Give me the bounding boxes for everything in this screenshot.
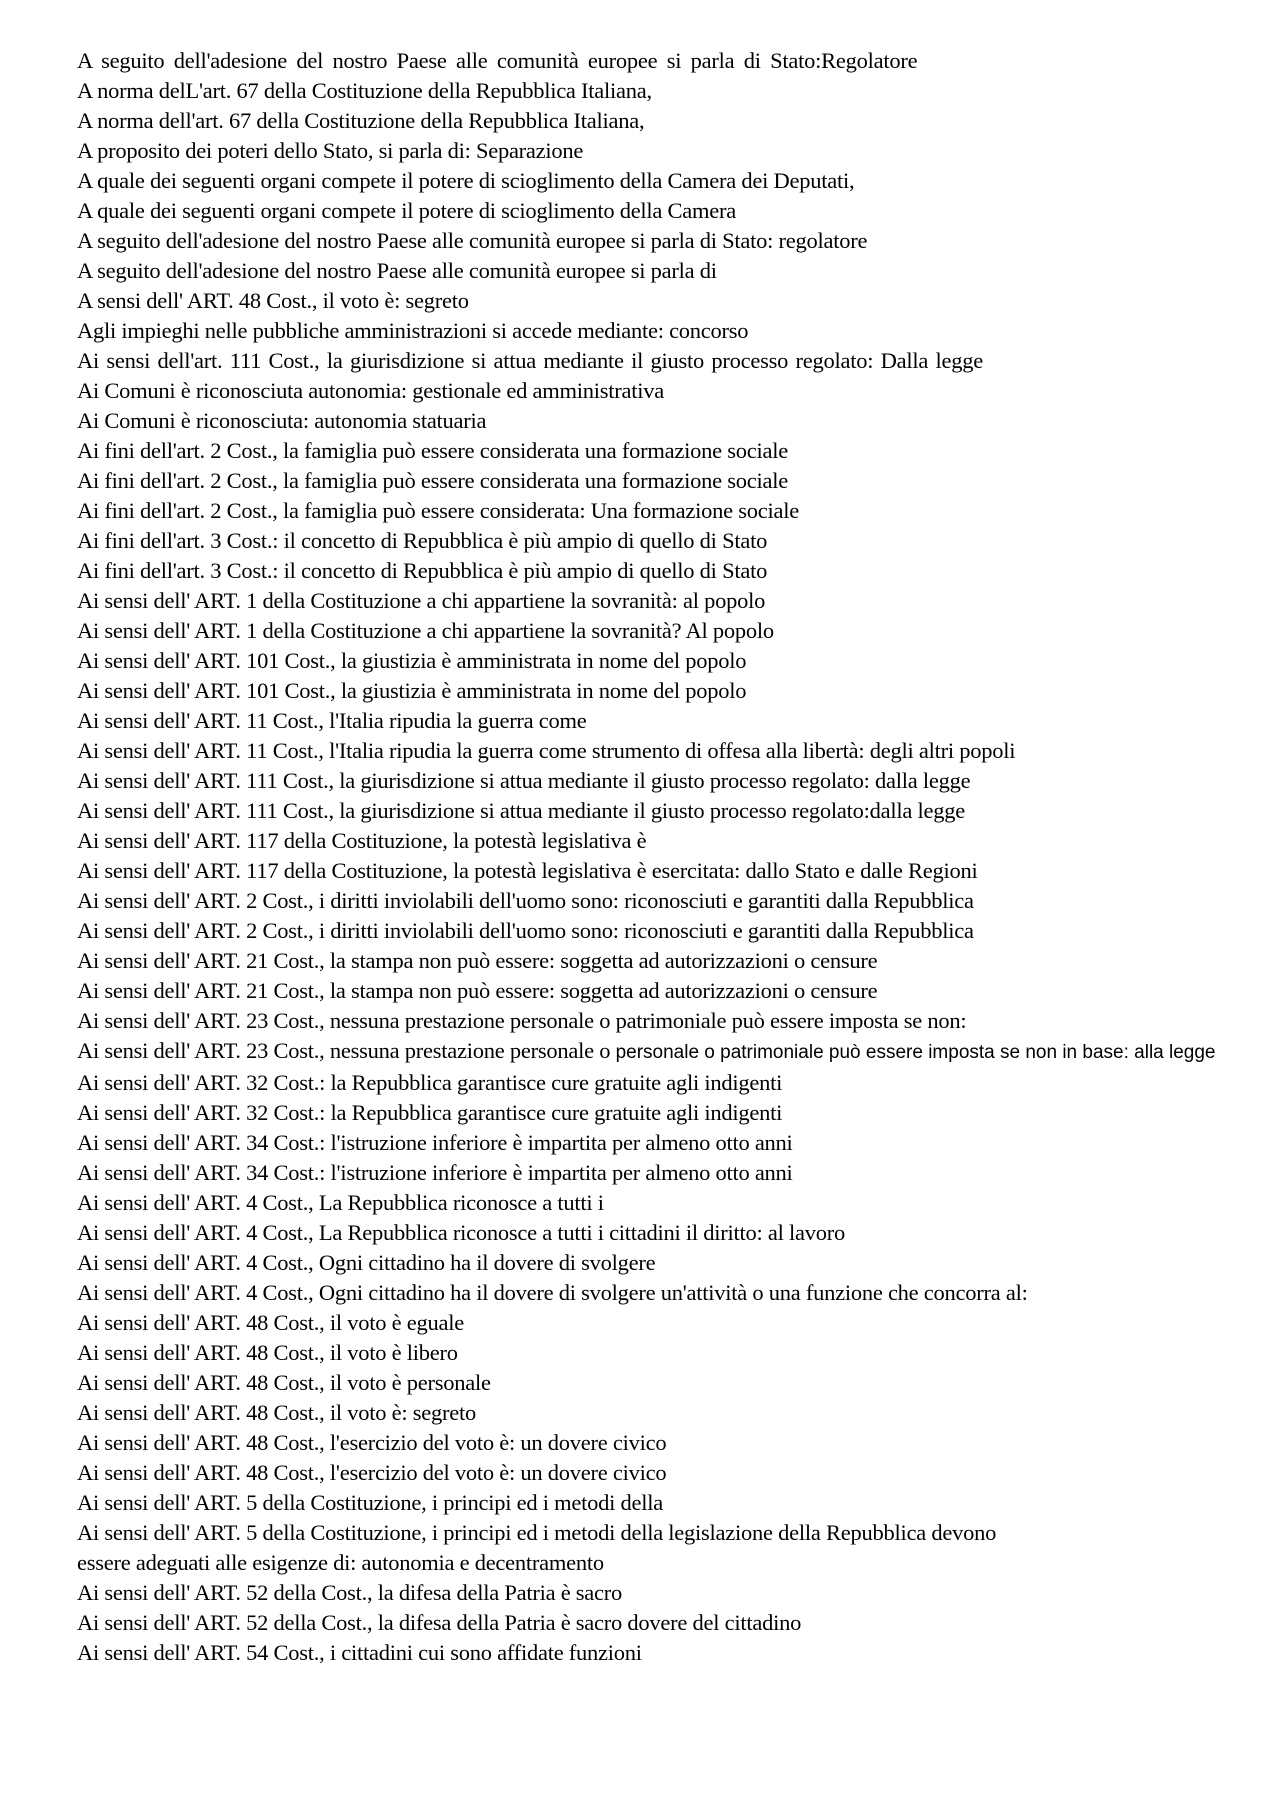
text-line: A norma delL'art. 67 della Costituzione della Repubblica Italiana, <box>77 78 652 103</box>
text-line: Ai sensi dell' ART. 32 Cost.: la Repubblica garantisce cure gratuite agli indigenti <box>77 1070 783 1095</box>
text-line: Ai sensi dell' ART. 2 Cost., i diritti inviolabili dell'uomo sono: riconosciuti e garantiti dalla Repubblica <box>77 888 974 913</box>
text-line: Ai sensi dell' ART. 48 Cost., il voto è eguale <box>77 1310 464 1335</box>
text-line: Ai fini dell'art. 2 Cost., la famiglia può essere considerata: Una formazione sociale <box>77 498 799 523</box>
text-line: Ai sensi dell' ART. 4 Cost., La Repubblica riconosce a tutti i <box>77 1190 604 1215</box>
text-line: Ai sensi dell' ART. 34 Cost.: l'istruzione inferiore è impartita per almeno otto anni <box>77 1160 793 1185</box>
text-line: Ai sensi dell' ART. 11 Cost., l'Italia ripudia la guerra come strumento di offesa alla libertà: degli altri popoli <box>77 738 1016 763</box>
text-line: Ai sensi dell' ART. 48 Cost., l'esercizio del voto è: un dovere civico <box>77 1460 667 1485</box>
text-line: Ai sensi dell' ART. 52 della Cost., la difesa della Patria è sacro <box>77 1580 623 1605</box>
text-line: Ai sensi dell' ART. 11 Cost., l'Italia ripudia la guerra come <box>77 708 587 733</box>
text-line: Ai fini dell'art. 2 Cost., la famiglia può essere considerata una formazione sociale <box>77 468 788 493</box>
text-line: Ai sensi dell'art. 111 Cost., la giurisdizione si attua mediante il giusto processo regolato: Dalla legge <box>77 348 983 373</box>
text-line: A seguito dell'adesione del nostro Paese alle comunità europee si parla di Stato:Regolatore <box>77 48 918 73</box>
text-line: A sensi dell' ART. 48 Cost., il voto è: segreto <box>77 288 469 313</box>
text-line: Ai Comuni è riconosciuta autonomia: gestionale ed amministrativa <box>77 378 664 403</box>
text-line: Ai sensi dell' ART. 117 della Costituzione, la potestà legislativa è <box>77 828 647 853</box>
text-line: A seguito dell'adesione del nostro Paese alle comunità europee si parla di <box>77 258 717 283</box>
document-body <box>77 46 1217 1668</box>
text-line: A proposito dei poteri dello Stato, si parla di: Separazione <box>77 138 584 163</box>
text-line: A quale dei seguenti organi compete il potere di scioglimento della Camera dei Deputati, <box>77 168 855 193</box>
text-line: A quale dei seguenti organi compete il potere di scioglimento della Camera <box>77 198 737 223</box>
text-line: Ai sensi dell' ART. 48 Cost., il voto è personale <box>77 1370 491 1395</box>
text-line: Ai sensi dell' ART. 21 Cost., la stampa non può essere: soggetta ad autorizzazioni o censure <box>77 978 878 1003</box>
text-line: Ai sensi dell' ART. 1 della Costituzione a chi appartiene la sovranità: al popolo <box>77 588 766 613</box>
text-line: A seguito dell'adesione del nostro Paese alle comunità europee si parla di Stato: regolatore <box>77 228 868 253</box>
text-line: Ai fini dell'art. 3 Cost.: il concetto di Repubblica è più ampio di quello di Stato <box>77 558 768 583</box>
text-line: essere adeguati alle esigenze di: autonomia e decentramento <box>77 1550 604 1575</box>
text-line: Ai sensi dell' ART. 5 della Costituzione, i principi ed i metodi della legislazione della Repubblica devono <box>77 1520 997 1545</box>
text-line: Ai Comuni è riconosciuta: autonomia statuaria <box>77 408 487 433</box>
text-line: Ai fini dell'art. 2 Cost., la famiglia può essere considerata una formazione sociale <box>77 438 788 463</box>
text-line: Ai sensi dell' ART. 52 della Cost., la difesa della Patria è sacro dovere del cittadino <box>77 1610 802 1635</box>
text-line: Ai sensi dell' ART. 117 della Costituzione, la potestà legislativa è esercitata: dallo Stato e dalle Regioni <box>77 858 978 883</box>
sans-fragment: personale o patrimoniale può essere imposta se non in base: alla legge <box>615 1042 1216 1063</box>
text-line: Ai sensi dell' ART. 1 della Costituzione a chi appartiene la sovranità? Al popolo <box>77 618 774 643</box>
text-line: Ai sensi dell' ART. 34 Cost.: l'istruzione inferiore è impartita per almeno otto anni <box>77 1130 793 1155</box>
text-line-mixed <box>77 1036 1217 1068</box>
text-line: Ai sensi dell' ART. 48 Cost., l'esercizio del voto è: un dovere civico <box>77 1430 667 1455</box>
text-line: Agli impieghi nelle pubbliche amministrazioni si accede mediante: concorso <box>77 318 749 343</box>
text-line: Ai sensi dell' ART. 101 Cost., la giustizia è amministrata in nome del popolo <box>77 648 747 673</box>
text-line: A norma dell'art. 67 della Costituzione della Repubblica Italiana, <box>77 108 645 133</box>
text-line: Ai sensi dell' ART. 111 Cost., la giurisdizione si attua mediante il giusto processo regolato:dalla legge <box>77 798 965 823</box>
text-line: Ai sensi dell' ART. 21 Cost., la stampa non può essere: soggetta ad autorizzazioni o censure <box>77 948 878 973</box>
text-line: Ai sensi dell' ART. 4 Cost., La Repubblica riconosce a tutti i cittadini il diritto: al lavoro <box>77 1220 846 1245</box>
text-line: Ai sensi dell' ART. 54 Cost., i cittadini cui sono affidate funzioni <box>77 1640 642 1665</box>
text-line: Ai sensi dell' ART. 48 Cost., il voto è libero <box>77 1340 458 1365</box>
text-line: Ai sensi dell' ART. 4 Cost., Ogni cittadino ha il dovere di svolgere <box>77 1250 656 1275</box>
text-line: Ai sensi dell' ART. 2 Cost., i diritti inviolabili dell'uomo sono: riconosciuti e garantiti dalla Repubblica <box>77 918 974 943</box>
text-line: Ai sensi dell' ART. 4 Cost., Ogni cittadino ha il dovere di svolgere un'attività o una funzione che concorra al: <box>77 1280 1028 1305</box>
text-line: Ai sensi dell' ART. 48 Cost., il voto è: segreto <box>77 1400 477 1425</box>
text-line: Ai sensi dell' ART. 101 Cost., la giustizia è amministrata in nome del popolo <box>77 678 747 703</box>
serif-fragment: Ai sensi dell' ART. 23 Cost., nessuna prestazione personale o <box>77 1038 616 1063</box>
text-line: Ai sensi dell' ART. 23 Cost., nessuna prestazione personale o patrimoniale può essere imposta se non: <box>77 1008 967 1033</box>
text-line: Ai sensi dell' ART. 111 Cost., la giurisdizione si attua mediante il giusto processo regolato: dalla legge <box>77 768 971 793</box>
text-line: Ai sensi dell' ART. 5 della Costituzione, i principi ed i metodi della <box>77 1490 663 1515</box>
text-line: Ai sensi dell' ART. 32 Cost.: la Repubblica garantisce cure gratuite agli indigenti <box>77 1100 783 1125</box>
text-line: Ai fini dell'art. 3 Cost.: il concetto di Repubblica è più ampio di quello di Stato <box>77 528 768 553</box>
